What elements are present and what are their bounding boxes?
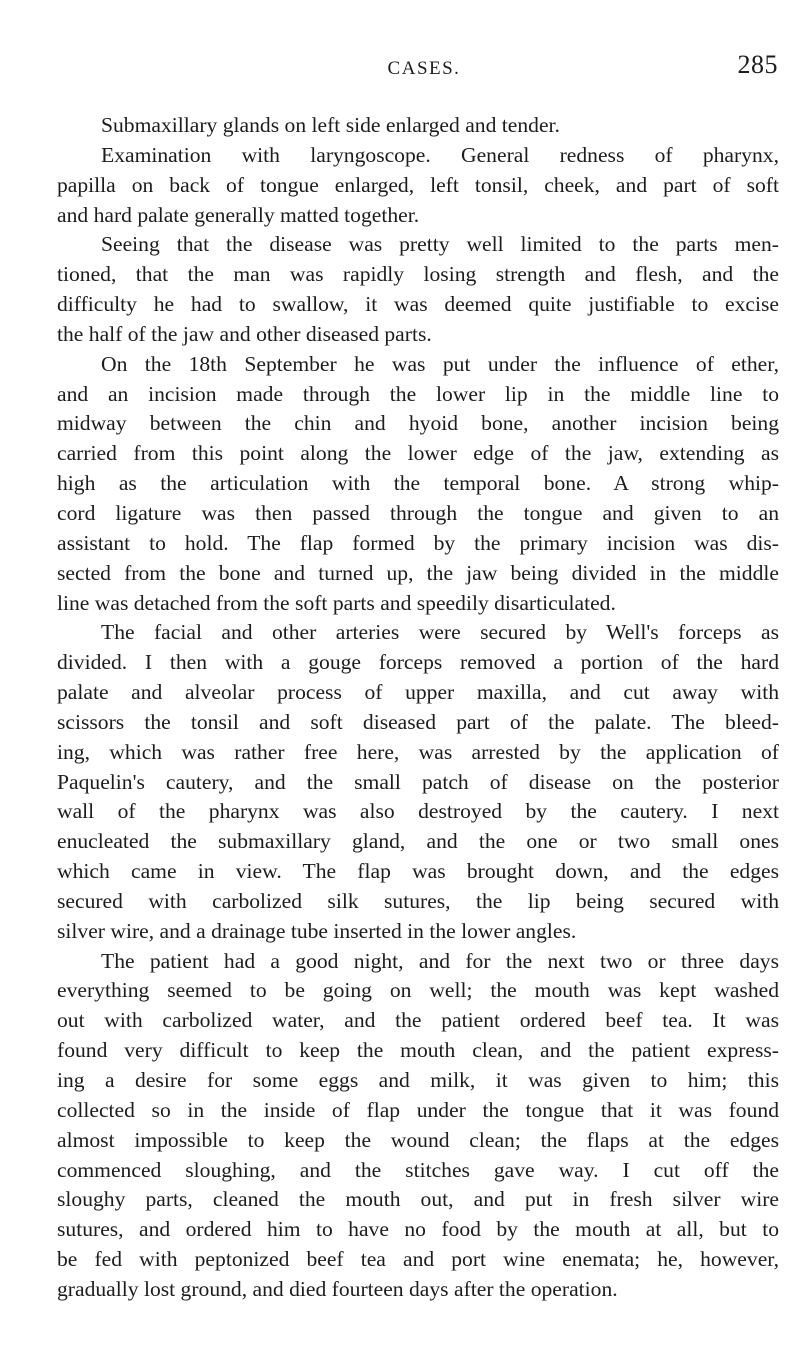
text-line: Submaxillary glands on left side enlarged and tender. bbox=[101, 113, 560, 137]
text-line: almost impossible to keep the wound clean; the flaps at the edges bbox=[57, 1127, 779, 1152]
text-line: On the 18th September he was put under the influence of ether, bbox=[101, 351, 779, 376]
text-line: ing a desire for some eggs and milk, it was given to him; this bbox=[57, 1068, 779, 1092]
text-line: the half of the jaw and other diseased parts. bbox=[57, 321, 432, 346]
text-line: silver wire, and a drainage tube inserted in the lower angles. bbox=[57, 918, 577, 943]
text-line: papilla on back of tongue enlarged, left tonsil, cheek, and part of soft bbox=[57, 172, 779, 197]
text-line: tioned, that the man was rapidly losing strength and flesh, and the bbox=[57, 262, 779, 287]
running-title: CASES. bbox=[387, 58, 461, 79]
text-line: scissors the tonsil and soft diseased part of the palate. The bleed- bbox=[57, 709, 779, 734]
text-line: collected so in the inside of flap under the tongue that it was found bbox=[57, 1097, 779, 1122]
running-head bbox=[70, 50, 778, 88]
text-line: sected from the bone and turned up, the jaw being divided in the middle bbox=[57, 560, 779, 585]
text-line: divided. I then with a gouge forceps removed a portion of the hard bbox=[57, 650, 779, 675]
text-line: out with carbolized water, and the patient ordered beef tea. It was bbox=[57, 1008, 779, 1033]
text-line: found very difficult to keep the mouth clean, and the patient express- bbox=[57, 1038, 779, 1063]
text-line: and hard palate generally matted together. bbox=[57, 202, 420, 227]
text-line: gradually lost ground, and died fourteen days after the operation. bbox=[57, 1276, 618, 1301]
text-line: sutures, and ordered him to have no food by the mouth at all, but to bbox=[57, 1217, 779, 1242]
text-line: The patient had a good night, and for the next two or three days bbox=[101, 948, 779, 973]
text-line: carried from this point along the lower edge of the jaw, extending as bbox=[57, 441, 779, 466]
text-line: secured with carbolized silk sutures, the lip being secured with bbox=[57, 888, 779, 913]
text-line: Examination with laryngoscope. General redness of pharynx, bbox=[101, 142, 779, 167]
text-line: cord ligature was then passed through the tongue and given to an bbox=[57, 500, 779, 525]
text-line: which came in view. The flap was brought down, and the edges bbox=[57, 859, 779, 884]
text-line: commenced sloughing, and the stitches gave way. I cut off the bbox=[57, 1157, 779, 1182]
text-line: assistant to hold. The flap formed by the primary incision was dis- bbox=[57, 530, 779, 555]
page-number: 285 bbox=[737, 50, 778, 79]
text-line: sloughy parts, cleaned the mouth out, and put in fresh silver wire bbox=[57, 1187, 779, 1212]
text-line: line was detached from the soft parts and speedily disarticulated. bbox=[57, 590, 616, 615]
text-line: Seeing that the disease was pretty well limited to the parts men- bbox=[101, 232, 779, 257]
text-line: difficulty he had to swallow, it was deemed quite justifiable to excise bbox=[57, 292, 779, 317]
text-line: wall of the pharynx was also destroyed by the cautery. I next bbox=[57, 799, 779, 824]
text-line: The facial and other arteries were secured by Well's forceps as bbox=[101, 620, 779, 645]
text-line: be fed with peptonized beef tea and port wine enemata; he, however, bbox=[57, 1247, 779, 1272]
body-text bbox=[57, 111, 779, 1305]
text-line: high as the articulation with the temporal bone. A strong whip- bbox=[57, 471, 779, 496]
text-line: midway between the chin and hyoid bone, another incision being bbox=[57, 411, 779, 436]
text-line: ing, which was rather free here, was arrested by the application of bbox=[57, 739, 779, 764]
text-line: and an incision made through the lower lip in the middle line to bbox=[57, 381, 779, 406]
text-line: enucleated the submaxillary gland, and the one or two small ones bbox=[57, 829, 779, 854]
text-line: palate and alveolar process of upper maxilla, and cut away with bbox=[57, 680, 779, 705]
text-line: everything seemed to be going on well; the mouth was kept washed bbox=[57, 978, 779, 1003]
text-line: Paquelin's cautery, and the small patch of disease on the posterior bbox=[57, 769, 779, 794]
